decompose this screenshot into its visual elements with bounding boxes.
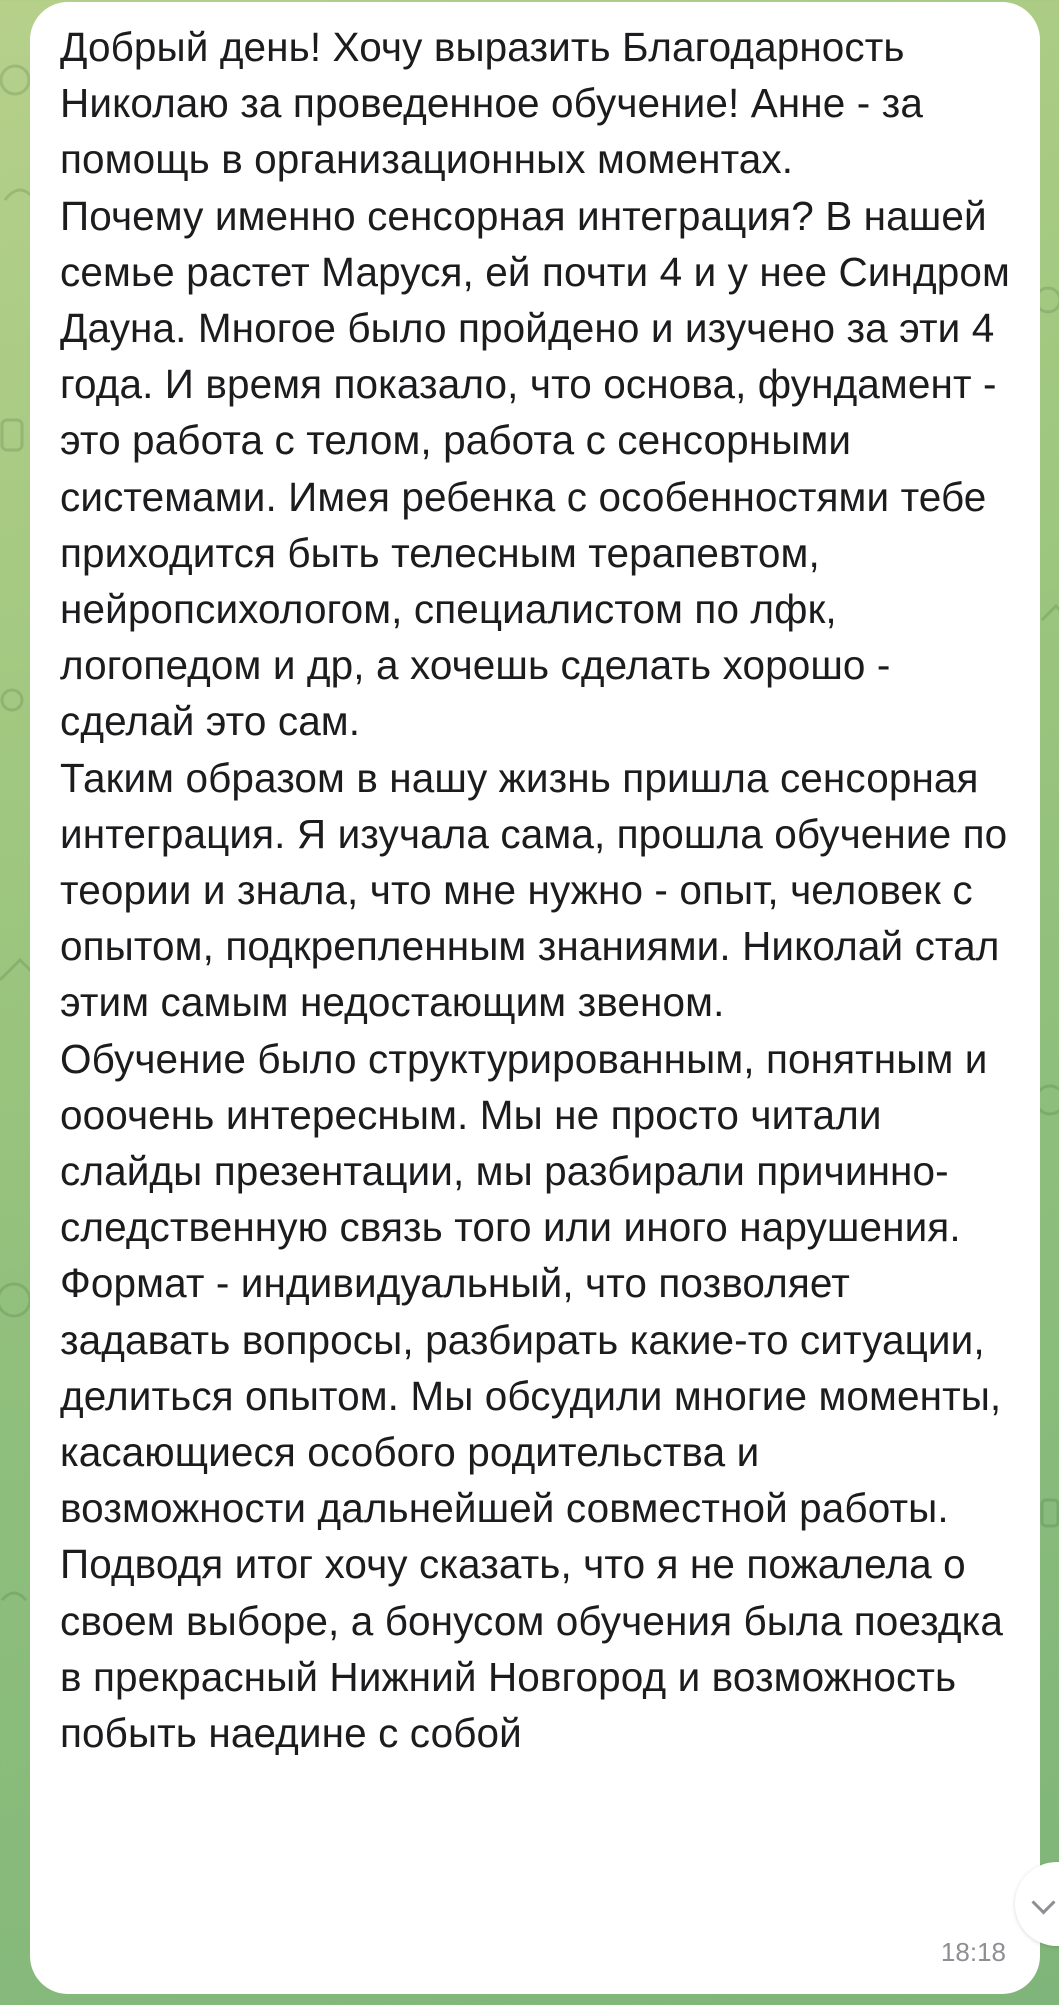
message-timestamp: 18:18 xyxy=(940,1937,1006,1967)
message-text xyxy=(60,19,1022,1761)
message-paragraph-5: Подводя итог хочу сказать, что я не пожалела о своем выборе, а бонусом обучения была поездка в прекрасный Нижний Новгород и возможность побыть наедине с собой xyxy=(60,1541,1015,1757)
message-paragraph-3: Таким образом в нашу жизнь пришла сенсорная интеграция. Я изучала сама, прошла обучение по теории и знала, что мне нужно - опыт, человек с опытом, подкрепленным знаниями. Николай стал этим самым недостающим звеном. xyxy=(60,754,1019,1026)
chevron-down-icon xyxy=(1031,1890,1055,1914)
message-paragraph-2: Почему именно сенсорная интеграция? В нашей семье растет Маруся, ей почти 4 и у нее Синдром Дауна. Многое было пройдено и изучено за эти 4 года. И время показало, что основа, фундамент - это работа с телом, работа с сенсорными системами. Имея ребенка с особенностями тебе приходится быть телесным терапевтом, нейропсихологом, специалистом по лфк, логопедом и др, а хочешь сделать хорошо - сделай это сам. xyxy=(60,192,1022,745)
message-bubble[interactable] xyxy=(30,2,1040,1994)
message-paragraph-4: Обучение было структурированным, понятным и ооочень интересным. Мы не просто читали слайды презентации, мы разбирали причинно-следственную связь того или иного нарушения. Формат - индивидуальный, что позволяет задавать вопросы, разбирать какие-то ситуации, делиться опытом. Мы обсудили многие моменты, касающиеся особого родительства и возможности дальнейшей совместной работы. xyxy=(60,1035,1013,1532)
message-paragraph-1: Добрый день! Хочу выразить Благодарность Николаю за проведенное обучение! Анне - за помощь в организационных моментах. xyxy=(60,24,935,183)
